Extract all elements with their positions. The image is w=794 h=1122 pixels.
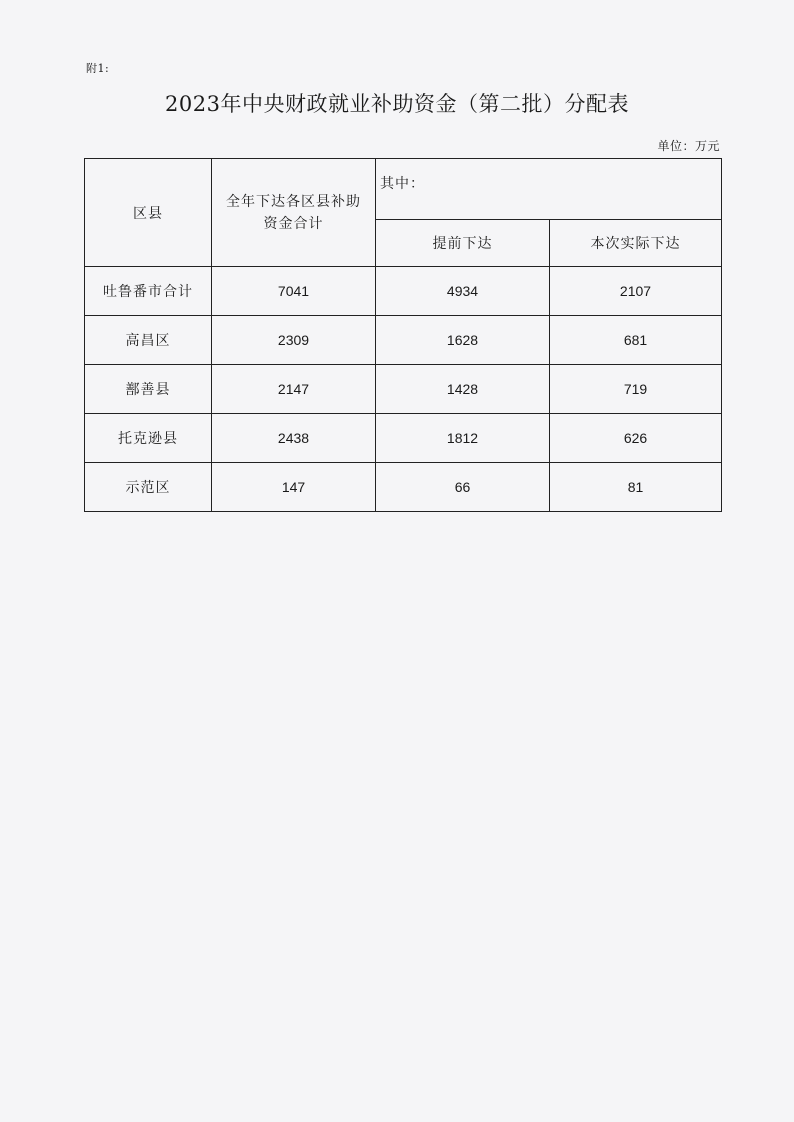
row-name: 示范区 bbox=[85, 463, 212, 512]
unit-label: 单位：万元 bbox=[657, 139, 720, 153]
header-region: 区县 bbox=[85, 159, 212, 267]
row-total: 2147 bbox=[212, 365, 376, 414]
row-advance: 66 bbox=[376, 463, 550, 512]
document-title: 2023年中央财政就业补助资金（第二批）分配表 bbox=[165, 92, 629, 116]
header-actual: 本次实际下达 bbox=[550, 220, 722, 267]
row-name: 鄯善县 bbox=[85, 365, 212, 414]
row-actual: 81 bbox=[550, 463, 722, 512]
table-row bbox=[85, 267, 722, 316]
row-advance: 1428 bbox=[376, 365, 550, 414]
table-row bbox=[85, 365, 722, 414]
row-actual: 681 bbox=[550, 316, 722, 365]
table-row bbox=[85, 316, 722, 365]
allocation-table bbox=[84, 158, 722, 512]
row-name: 高昌区 bbox=[85, 316, 212, 365]
row-total: 147 bbox=[212, 463, 376, 512]
row-advance: 1628 bbox=[376, 316, 550, 365]
header-advance: 提前下达 bbox=[376, 220, 550, 267]
row-actual: 626 bbox=[550, 414, 722, 463]
row-actual: 719 bbox=[550, 365, 722, 414]
table-row bbox=[85, 463, 722, 512]
row-name: 托克逊县 bbox=[85, 414, 212, 463]
header-total-line1: 全年下达各区县补助 bbox=[226, 193, 361, 210]
table-header-row-1 bbox=[85, 159, 722, 220]
row-total: 2309 bbox=[212, 316, 376, 365]
header-total-line2: 资金合计 bbox=[263, 215, 324, 232]
header-total bbox=[212, 159, 376, 267]
row-total: 2438 bbox=[212, 414, 376, 463]
attachment-label: 附1: bbox=[86, 62, 110, 75]
header-of-which: 其中： bbox=[376, 159, 722, 220]
row-advance: 4934 bbox=[376, 267, 550, 316]
row-total: 7041 bbox=[212, 267, 376, 316]
row-name: 吐鲁番市合计 bbox=[85, 267, 212, 316]
row-actual: 2107 bbox=[550, 267, 722, 316]
table-row bbox=[85, 414, 722, 463]
row-advance: 1812 bbox=[376, 414, 550, 463]
